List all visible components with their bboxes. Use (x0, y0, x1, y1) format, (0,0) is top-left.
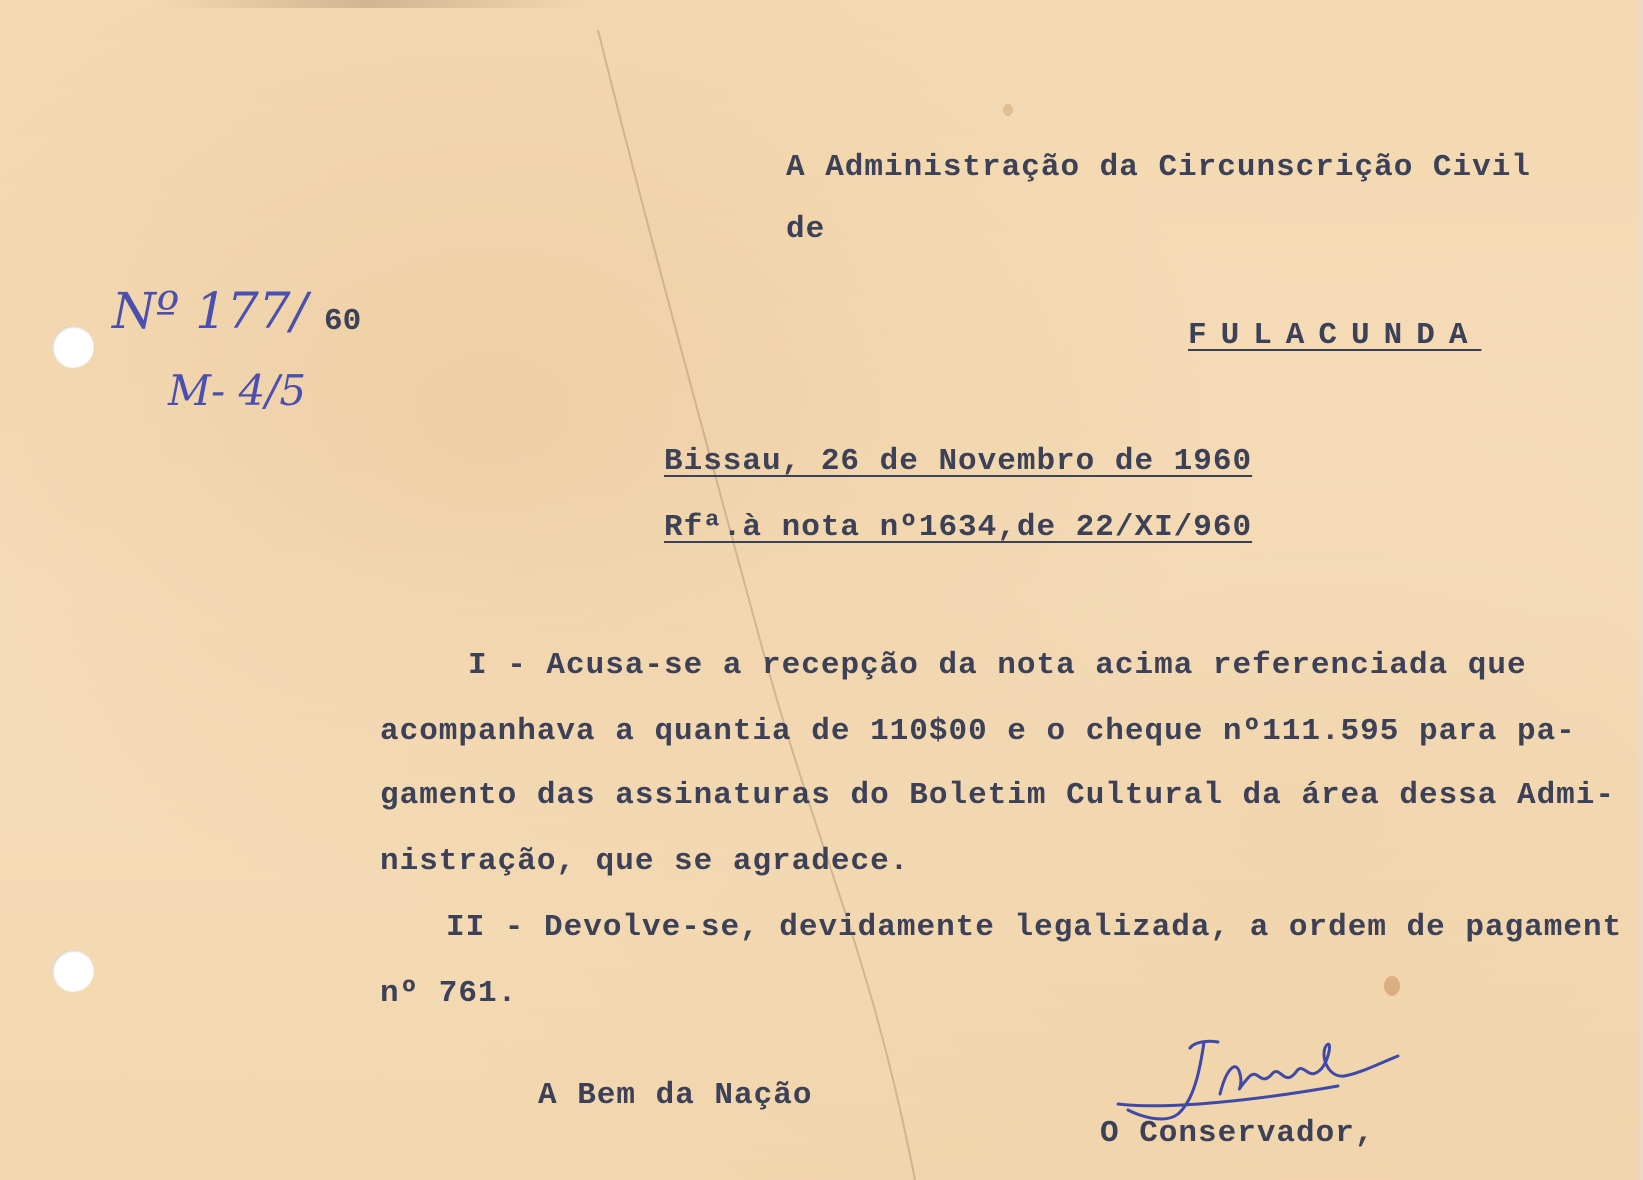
handwritten-reference-number: Nº 177/ (112, 282, 308, 340)
paragraph-1-line-2: acompanhava a quantia de 110$00 e o cheque nº111.595 para pa- (380, 714, 1576, 749)
addressee-place: FULACUNDA (1188, 318, 1482, 353)
letter-date: Bissau, 26 de Novembro de 1960 (664, 444, 1253, 479)
punch-hole-top (52, 326, 94, 368)
stain-spot-small (1003, 104, 1013, 116)
stain-spot (1384, 976, 1400, 996)
paragraph-2-line-1: II - Devolve-se, devidamente legalizada, a ordem de pagament (446, 910, 1623, 945)
reference-year: 60 (324, 304, 362, 339)
paragraph-2-line-2: nº 761. (380, 976, 518, 1011)
paper-right-edge (1637, 0, 1643, 1180)
reference-note: Rfª.à nota nº1634,de 22/XI/960 (664, 510, 1253, 545)
handwritten-signature (1108, 1030, 1418, 1130)
addressee-line-1: A Administração da Circunscrição Civil (786, 150, 1531, 185)
signer-title: O Conservador, (1100, 1116, 1375, 1151)
paper-top-wear (160, 0, 580, 8)
closing-salutation: A Bem da Nação (538, 1078, 813, 1113)
paragraph-1-line-1: I - Acusa-se a recepção da nota acima referenciada que (468, 648, 1527, 683)
addressee-line-2: de (786, 212, 826, 247)
handwritten-code: M- 4/5 (168, 366, 307, 415)
punch-hole-bottom (52, 950, 94, 992)
paragraph-1-line-4: nistração, que se agradece. (380, 844, 910, 879)
paragraph-1-line-3: gamento das assinaturas do Boletim Cultural da área dessa Admi- (380, 778, 1615, 813)
